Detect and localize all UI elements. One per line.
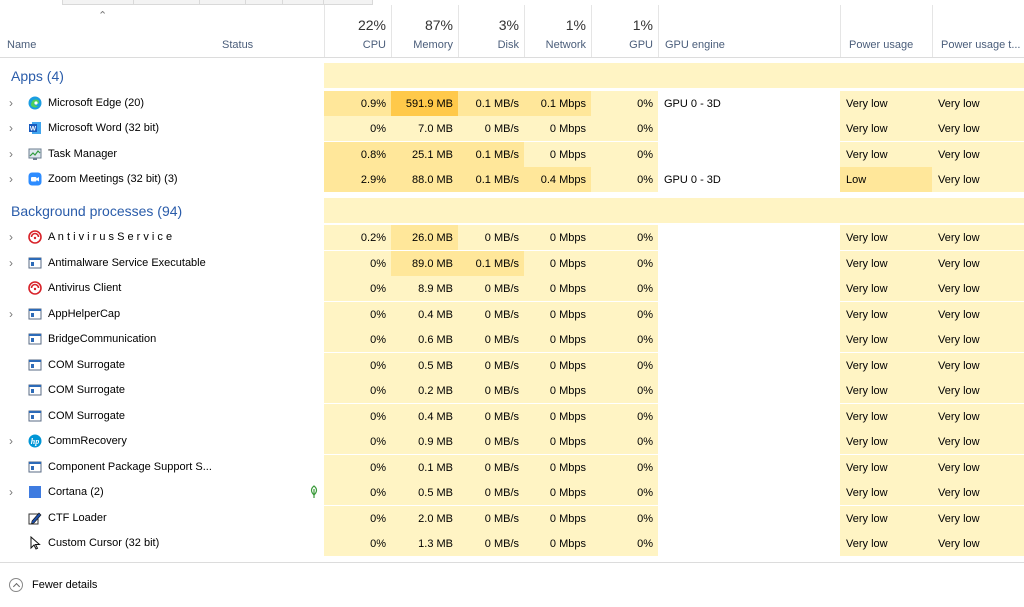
column-header-network-label: Network [545, 39, 586, 51]
power-usage-cell: Very low [840, 251, 932, 276]
network-cell: 0 Mbps [524, 404, 591, 429]
cpu-cell: 0% [324, 353, 391, 378]
status-cell [216, 91, 324, 116]
group-apps[interactable] [0, 63, 1024, 88]
process-name: COM Surrogate [48, 359, 126, 371]
column-header-status-label: Status [222, 39, 254, 51]
gpu-engine-cell [658, 531, 840, 556]
gpu-cell: 0% [591, 91, 658, 116]
expand-chevron-icon[interactable]: › [9, 96, 13, 110]
footer-bar [0, 562, 1024, 607]
expand-chevron-icon[interactable]: › [9, 121, 13, 135]
group-apps-filler [591, 63, 658, 88]
memory-total-percent: 87% [424, 17, 453, 33]
edge-icon [28, 96, 42, 110]
power-usage-cell: Very low [840, 327, 932, 352]
cpu-cell: 0% [324, 327, 391, 352]
expand-chevron-icon[interactable]: › [9, 434, 13, 448]
gpu-engine-cell: GPU 0 - 3D [664, 173, 721, 186]
cursor-icon [28, 536, 42, 550]
process-row[interactable] [0, 353, 1024, 378]
column-header-power-usage-label: Power usage [849, 39, 914, 51]
disk-cell: 0 MB/s [458, 404, 524, 429]
memory-cell: 8.9 MB [391, 276, 458, 301]
process-row[interactable] [0, 404, 1024, 429]
network-cell: 0 Mbps [524, 353, 591, 378]
process-row[interactable] [0, 116, 1024, 141]
gpu-cell: 0% [591, 116, 658, 141]
cpu-cell: 0% [324, 276, 391, 301]
antivirus-icon [28, 230, 42, 244]
disk-cell: 0 MB/s [458, 455, 524, 480]
memory-cell: 25.1 MB [391, 142, 458, 167]
power-usage-cell: Very low [840, 531, 932, 556]
power-usage-cell: Very low [840, 429, 932, 454]
group-background-processes-title: Background processes (94) [11, 202, 183, 219]
power-usage-cell: Very low [840, 455, 932, 480]
process-name: Zoom Meetings (32 bit) (3) [48, 173, 178, 185]
power-usage-trend-cell: Very low [932, 116, 1024, 141]
process-name: Microsoft Word (32 bit) [48, 122, 160, 134]
group-background-processes-filler [391, 198, 458, 223]
disk-cell: 0.1 MB/s [458, 251, 524, 276]
leaf-icon [308, 485, 320, 502]
gpu-engine-cell [658, 429, 840, 454]
process-name: A n t i v i r u s S e r v i c e [48, 231, 173, 243]
window-app-icon [28, 460, 42, 474]
status-cell [216, 455, 324, 480]
status-cell [216, 225, 324, 250]
cpu-cell: 0.2% [324, 225, 391, 250]
memory-cell: 26.0 MB [391, 225, 458, 250]
network-cell: 0 Mbps [524, 276, 591, 301]
expand-chevron-icon[interactable]: › [9, 256, 13, 270]
cortana-icon [28, 485, 42, 499]
power-usage-trend-cell: Very low [932, 276, 1024, 301]
column-header-disk-label: Disk [497, 39, 519, 51]
power-usage-trend-cell: Very low [932, 404, 1024, 429]
disk-cell: 0.1 MB/s [458, 142, 524, 167]
network-cell: 0 Mbps [524, 116, 591, 141]
disk-cell: 0 MB/s [458, 480, 524, 505]
fewer-details-link[interactable]: Fewer details [32, 579, 98, 591]
gpu-engine-cell: GPU 0 - 3D [664, 97, 721, 110]
memory-cell: 7.0 MB [391, 116, 458, 141]
status-cell [216, 276, 324, 301]
disk-cell: 0.1 MB/s [458, 167, 524, 192]
cpu-cell: 0.9% [324, 91, 391, 116]
process-name: CTF Loader [48, 512, 107, 524]
disk-cell: 0 MB/s [458, 353, 524, 378]
window-app-icon [28, 383, 42, 397]
group-apps-filler [458, 63, 524, 88]
column-header-name[interactable] [0, 5, 216, 57]
group-apps-title: Apps (4) [11, 67, 64, 84]
memory-cell: 0.5 MB [391, 480, 458, 505]
power-usage-trend-cell: Very low [932, 480, 1024, 505]
network-cell: 0 Mbps [524, 480, 591, 505]
gpu-engine-cell [658, 353, 840, 378]
network-cell: 0.4 Mbps [524, 167, 591, 192]
network-cell: 0 Mbps [524, 429, 591, 454]
cpu-cell: 0% [324, 404, 391, 429]
disk-cell: 0 MB/s [458, 378, 524, 403]
gpu-cell: 0% [591, 167, 658, 192]
gpu-engine-cell [658, 378, 840, 403]
network-cell: 0 Mbps [524, 251, 591, 276]
cpu-cell: 0% [324, 506, 391, 531]
network-cell: 0.1 Mbps [524, 91, 591, 116]
status-cell [216, 531, 324, 556]
gpu-cell: 0% [591, 142, 658, 167]
group-background-processes-filler [840, 198, 932, 223]
gpu-cell: 0% [591, 225, 658, 250]
gpu-cell: 0% [591, 480, 658, 505]
power-usage-trend-cell: Very low [932, 353, 1024, 378]
column-header-memory[interactable] [391, 5, 458, 57]
sort-arrow-icon: ⌃ [98, 10, 108, 22]
group-background-processes-filler [458, 198, 524, 223]
power-usage-cell: Very low [840, 91, 932, 116]
word-icon [28, 121, 42, 135]
group-apps-filler [658, 63, 840, 88]
cpu-cell: 0% [324, 455, 391, 480]
expand-chevron-icon[interactable]: › [9, 307, 13, 321]
gpu-cell: 0% [591, 378, 658, 403]
expand-chevron-icon[interactable]: › [9, 172, 13, 186]
status-cell [216, 429, 324, 454]
cpu-cell: 0% [324, 116, 391, 141]
ctf-loader-icon [28, 511, 42, 525]
memory-cell: 0.4 MB [391, 404, 458, 429]
window-app-icon [28, 332, 42, 346]
gpu-engine-cell [658, 404, 840, 429]
network-cell: 0 Mbps [524, 225, 591, 250]
disk-cell: 0 MB/s [458, 327, 524, 352]
group-background-processes-filler [591, 198, 658, 223]
memory-cell: 591.9 MB [391, 91, 458, 116]
process-row[interactable] [0, 276, 1024, 301]
network-cell: 0 Mbps [524, 327, 591, 352]
process-row[interactable] [0, 378, 1024, 403]
power-usage-trend-cell: Very low [932, 429, 1024, 454]
gpu-cell: 0% [591, 404, 658, 429]
gpu-cell: 0% [591, 506, 658, 531]
group-background-processes-filler [324, 198, 391, 223]
process-name: Antivirus Client [48, 282, 122, 294]
gpu-total-percent: 1% [632, 17, 653, 33]
process-row[interactable] [0, 142, 1024, 167]
column-header-gpu-label: GPU [629, 39, 653, 51]
column-header-power-usage[interactable] [840, 5, 932, 57]
memory-cell: 89.0 MB [391, 251, 458, 276]
group-background-processes[interactable] [0, 198, 1024, 223]
gpu-engine-cell [658, 116, 840, 141]
power-usage-trend-cell: Very low [932, 142, 1024, 167]
network-cell: 0 Mbps [524, 455, 591, 480]
network-cell: 0 Mbps [524, 142, 591, 167]
process-name: Component Package Support S... [48, 461, 212, 473]
status-cell [216, 378, 324, 403]
process-row[interactable] [0, 167, 1024, 192]
gpu-cell: 0% [591, 455, 658, 480]
process-row[interactable] [0, 302, 1024, 327]
group-background-processes-filler [658, 198, 840, 223]
window-app-icon [28, 358, 42, 372]
power-usage-trend-cell: Very low [932, 327, 1024, 352]
cpu-cell: 0% [324, 480, 391, 505]
gpu-engine-cell [658, 251, 840, 276]
network-cell: 0 Mbps [524, 531, 591, 556]
gpu-engine-cell [658, 480, 840, 505]
antivirus-icon [28, 281, 42, 295]
column-header-row [0, 5, 1024, 58]
gpu-cell: 0% [591, 276, 658, 301]
cpu-cell: 0% [324, 251, 391, 276]
process-row[interactable] [0, 429, 1024, 454]
process-name: Antimalware Service Executable [48, 257, 206, 269]
column-header-disk[interactable] [458, 5, 524, 57]
status-cell [216, 116, 324, 141]
disk-cell: 0 MB/s [458, 225, 524, 250]
memory-cell: 2.0 MB [391, 506, 458, 531]
memory-cell: 0.6 MB [391, 327, 458, 352]
column-header-power-usage-trend[interactable] [932, 5, 1024, 57]
gpu-cell: 0% [591, 531, 658, 556]
status-cell [216, 506, 324, 531]
group-apps-filler [840, 63, 932, 88]
column-header-network[interactable] [524, 5, 591, 57]
group-apps-filler [932, 63, 1024, 88]
gpu-engine-cell [658, 225, 840, 250]
process-name: Task Manager [48, 148, 118, 160]
process-name: BridgeCommunication [48, 333, 157, 345]
gpu-engine-cell [658, 327, 840, 352]
memory-cell: 0.5 MB [391, 353, 458, 378]
power-usage-cell: Low [840, 167, 932, 192]
process-row[interactable] [0, 480, 1024, 505]
power-usage-trend-cell: Very low [932, 506, 1024, 531]
gpu-cell: 0% [591, 302, 658, 327]
power-usage-trend-cell: Very low [932, 531, 1024, 556]
disk-total-percent: 3% [498, 17, 519, 33]
group-apps-filler [391, 63, 458, 88]
memory-cell: 88.0 MB [391, 167, 458, 192]
disk-cell: 0 MB/s [458, 429, 524, 454]
network-cell: 0 Mbps [524, 378, 591, 403]
status-cell [216, 404, 324, 429]
collapse-circle-icon[interactable] [9, 578, 23, 592]
column-header-gpu-engine[interactable] [658, 5, 840, 57]
power-usage-trend-cell: Very low [932, 302, 1024, 327]
process-name: COM Surrogate [48, 410, 126, 422]
cpu-cell: 2.9% [324, 167, 391, 192]
column-header-gpu-engine-label: GPU engine [665, 39, 725, 51]
process-row[interactable] [0, 225, 1024, 250]
gpu-cell: 0% [591, 353, 658, 378]
gpu-cell: 0% [591, 251, 658, 276]
power-usage-trend-cell: Very low [932, 167, 1024, 192]
memory-cell: 1.3 MB [391, 531, 458, 556]
group-apps-filler [324, 63, 391, 88]
memory-cell: 0.2 MB [391, 378, 458, 403]
column-header-power-usage-trend-label: Power usage t... [941, 39, 1021, 51]
window-app-icon [28, 307, 42, 321]
svg-text:W: W [29, 125, 37, 133]
cpu-total-percent: 22% [357, 17, 386, 33]
expand-chevron-icon[interactable]: › [9, 147, 13, 161]
column-header-cpu-label: CPU [362, 39, 386, 51]
process-row[interactable] [0, 91, 1024, 116]
disk-cell: 0 MB/s [458, 302, 524, 327]
process-name: COM Surrogate [48, 384, 126, 396]
process-name: Microsoft Edge (20) [48, 97, 144, 109]
status-cell [216, 167, 324, 192]
column-header-memory-label: Memory [413, 39, 453, 51]
status-cell [216, 327, 324, 352]
process-row[interactable] [0, 327, 1024, 352]
gpu-engine-cell [658, 302, 840, 327]
power-usage-trend-cell: Very low [932, 378, 1024, 403]
task-manager-icon [28, 147, 42, 161]
memory-cell: 0.4 MB [391, 302, 458, 327]
cpu-cell: 0% [324, 429, 391, 454]
status-cell [216, 251, 324, 276]
zoom-icon [28, 172, 42, 186]
group-background-processes-filler [932, 198, 1024, 223]
disk-cell: 0.1 MB/s [458, 91, 524, 116]
process-row[interactable] [0, 506, 1024, 531]
power-usage-cell: Very low [840, 506, 932, 531]
expand-chevron-icon[interactable]: › [9, 230, 13, 244]
network-cell: 0 Mbps [524, 302, 591, 327]
gpu-cell: 0% [591, 327, 658, 352]
power-usage-trend-cell: Very low [932, 251, 1024, 276]
network-total-percent: 1% [565, 17, 586, 33]
power-usage-cell: Very low [840, 353, 932, 378]
hp-icon [28, 434, 42, 448]
power-usage-cell: Very low [840, 225, 932, 250]
power-usage-cell: Very low [840, 480, 932, 505]
cpu-cell: 0% [324, 378, 391, 403]
network-cell: 0 Mbps [524, 506, 591, 531]
status-cell [216, 142, 324, 167]
status-cell [216, 353, 324, 378]
gpu-cell: 0% [591, 429, 658, 454]
gpu-engine-cell [658, 455, 840, 480]
process-row[interactable] [0, 251, 1024, 276]
svg-text:hp: hp [30, 437, 40, 446]
process-row[interactable] [0, 455, 1024, 480]
disk-cell: 0 MB/s [458, 531, 524, 556]
process-table [0, 58, 1024, 562]
status-cell [216, 480, 324, 505]
window-app-icon [28, 409, 42, 423]
window-app-icon [28, 256, 42, 270]
gpu-engine-cell [658, 276, 840, 301]
column-header-status[interactable] [216, 5, 324, 57]
power-usage-cell: Very low [840, 116, 932, 141]
power-usage-trend-cell: Very low [932, 455, 1024, 480]
cpu-cell: 0% [324, 302, 391, 327]
expand-chevron-icon[interactable]: › [9, 485, 13, 499]
disk-cell: 0 MB/s [458, 276, 524, 301]
power-usage-trend-cell: Very low [932, 225, 1024, 250]
disk-cell: 0 MB/s [458, 116, 524, 141]
power-usage-cell: Very low [840, 404, 932, 429]
cpu-cell: 0.8% [324, 142, 391, 167]
power-usage-cell: Very low [840, 142, 932, 167]
power-usage-cell: Very low [840, 302, 932, 327]
memory-cell: 0.9 MB [391, 429, 458, 454]
process-name: CommRecovery [48, 435, 127, 447]
process-name: Custom Cursor (32 bit) [48, 537, 160, 549]
power-usage-cell: Very low [840, 378, 932, 403]
status-cell [216, 302, 324, 327]
column-header-gpu[interactable] [591, 5, 658, 57]
gpu-engine-cell [658, 142, 840, 167]
power-usage-trend-cell: Very low [932, 91, 1024, 116]
gpu-engine-cell [658, 506, 840, 531]
column-header-name-label: Name [7, 39, 37, 51]
memory-cell: 0.1 MB [391, 455, 458, 480]
power-usage-cell: Very low [840, 276, 932, 301]
disk-cell: 0 MB/s [458, 506, 524, 531]
process-row[interactable] [0, 531, 1024, 556]
process-name: Cortana (2) [48, 486, 104, 498]
group-background-processes-filler [524, 198, 591, 223]
group-apps-filler [524, 63, 591, 88]
column-header-cpu[interactable] [324, 5, 391, 57]
process-name: AppHelperCap [48, 308, 121, 320]
cpu-cell: 0% [324, 531, 391, 556]
